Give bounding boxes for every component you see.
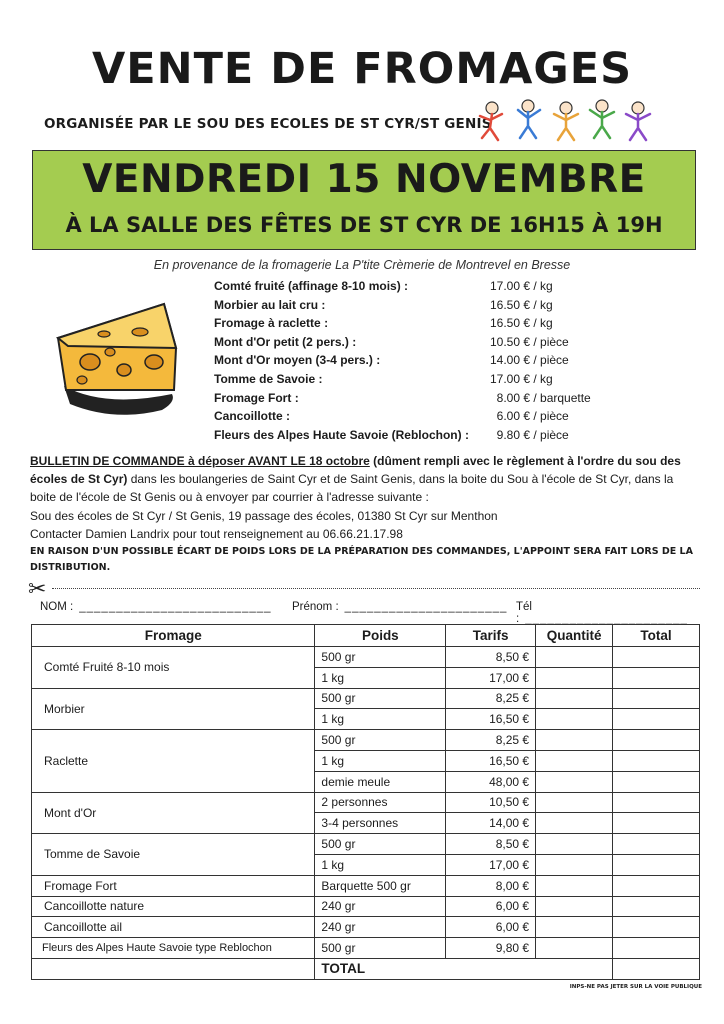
bulletin-payment-note: (dûment rempli avec le règlement à l'ordre du sou des écoles de St Cyr)	[30, 454, 681, 487]
quantity-cell[interactable]	[536, 875, 613, 896]
cheese-name: Fleurs des Alpes Haute Savoie type Reblochon	[32, 938, 315, 959]
price-item: Cancoillotte : 6.00 € / pièce	[214, 409, 569, 424]
cheese-name: Morbier	[32, 688, 315, 730]
price-item: Fleurs des Alpes Haute Savoie (Reblochon) : 9.80 € / pièce	[214, 427, 569, 442]
price-item: Mont d'Or moyen (3-4 pers.) : 14.00 € / pièce	[214, 353, 569, 368]
price-list	[214, 279, 594, 446]
total-label: TOTAL	[315, 958, 613, 979]
total-cell[interactable]	[613, 854, 700, 875]
table-header-row	[32, 625, 700, 647]
prenom-field[interactable]: Prénom : ______________________	[292, 601, 508, 613]
table-row: 3-4 personnes 14,00 €	[32, 813, 700, 834]
order-instructions	[30, 452, 700, 543]
weight-notice: EN RAISON D'UN POSSIBLE ÉCART DE POIDS LORS DE LA PRÉPARATION DES COMMANDES, L'APPOINT SERA FAIT LORS DE LA DISTRIBUTION.	[30, 546, 693, 573]
total-cell[interactable]	[613, 667, 700, 688]
quantity-cell[interactable]	[536, 730, 613, 751]
event-date: VENDREDI 15 NOVEMBRE	[82, 157, 646, 202]
price-item: Mont d'Or petit (2 pers.) : 10.50 € / pièce	[214, 334, 569, 349]
table-row: 1 kg 17,00 €	[32, 854, 700, 875]
grand-total-cell[interactable]	[613, 958, 700, 979]
poster-title: VENTE DE FROMAGES	[91, 44, 633, 94]
tel-field[interactable]: Tél : ______________________	[516, 601, 688, 625]
header-poids: Poids	[315, 625, 446, 647]
order-table	[31, 624, 700, 980]
quantity-cell[interactable]	[536, 647, 613, 668]
quantity-cell[interactable]	[536, 792, 613, 813]
total-cell[interactable]	[613, 917, 700, 938]
footer-note: INPS-NE PAS JETER SUR LA VOIE PUBLIQUE	[569, 984, 702, 990]
table-row: Cancoillotte ail 240 gr 6,00 €	[32, 917, 700, 938]
table-row: 1 kg 17,00 €	[32, 667, 700, 688]
total-cell[interactable]	[613, 834, 700, 855]
table-row: Comté Fruité 8-10 mois 500 gr 8,50 €	[32, 647, 700, 668]
bulletin-dropoff-text: dans les boulangeries de Saint Cyr et de Saint Genis, dans la boite du Sou à l'école de St Cyr, dans la boite de l'école de St Genis ou à envoyer par courrier à l'adresse suivante :	[30, 472, 674, 505]
price-item: Tomme de Savoie : 17.00 € / kg	[214, 371, 553, 386]
quantity-cell[interactable]	[536, 917, 613, 938]
total-cell[interactable]	[613, 750, 700, 771]
quantity-cell[interactable]	[536, 854, 613, 875]
total-cell[interactable]	[613, 896, 700, 917]
header-fromage: Fromage	[32, 625, 315, 647]
cheese-name: Mont d'Or	[32, 792, 315, 834]
quantity-cell[interactable]	[536, 667, 613, 688]
header-tarifs: Tarifs	[446, 625, 536, 647]
quantity-cell[interactable]	[536, 688, 613, 709]
table-row: Fromage Fort Barquette 500 gr 8,00 €	[32, 875, 700, 896]
kids-jumping-icon	[478, 98, 658, 146]
total-cell[interactable]	[613, 813, 700, 834]
table-row: Fleurs des Alpes Haute Savoie type Reblochon 500 gr 9,80 €	[32, 938, 700, 959]
total-cell[interactable]	[613, 709, 700, 730]
customer-fields	[40, 601, 700, 625]
total-cell[interactable]	[613, 730, 700, 751]
price-item: Fromage à raclette : 16.50 € / kg	[214, 316, 553, 331]
total-cell[interactable]	[613, 938, 700, 959]
total-cell[interactable]	[613, 647, 700, 668]
cheese-name: Raclette	[32, 730, 315, 792]
header-quantite: Quantité	[536, 625, 613, 647]
total-cell[interactable]	[613, 875, 700, 896]
cheese-wedge-icon	[44, 286, 194, 426]
bulletin-contact: Contacter Damien Landrix pour tout renseignement au 06.66.21.17.98	[30, 526, 403, 541]
table-row: Cancoillotte nature 240 gr 6,00 €	[32, 896, 700, 917]
cut-line	[52, 588, 700, 589]
cheese-name: Fromage Fort	[32, 875, 315, 896]
header-total: Total	[613, 625, 700, 647]
total-cell[interactable]	[613, 688, 700, 709]
price-item: Comté fruité (affinage 8-10 mois) : 17.00 € / kg	[214, 279, 553, 293]
scissors-icon: ✂	[28, 576, 47, 601]
price-item: Morbier au lait cru : 16.50 € / kg	[214, 297, 553, 312]
bulletin-heading: BULLETIN DE COMMANDE à déposer AVANT LE 18 octobre	[30, 454, 370, 468]
bulletin-address: Sou des écoles de St Cyr / St Genis, 19 passage des écoles, 01380 St Cyr sur Menthon	[30, 508, 498, 523]
cheese-name: Cancoillotte nature	[32, 896, 315, 917]
cheese-name: Comté Fruité 8-10 mois	[32, 647, 315, 689]
total-cell[interactable]	[613, 771, 700, 792]
quantity-cell[interactable]	[536, 771, 613, 792]
table-row: Mont d'Or 2 personnes 10,50 €	[32, 792, 700, 813]
provenance-line: En provenance de la fromagerie La P'tite Crèmerie de Montrevel en Bresse	[153, 258, 571, 272]
quantity-cell[interactable]	[536, 938, 613, 959]
quantity-cell[interactable]	[536, 813, 613, 834]
quantity-cell[interactable]	[536, 750, 613, 771]
quantity-cell[interactable]	[536, 709, 613, 730]
total-cell[interactable]	[613, 792, 700, 813]
price-item: Fromage Fort : 8.00 € / barquette	[214, 390, 591, 405]
table-row: Tomme de Savoie 500 gr 8,50 €	[32, 834, 700, 855]
organizer-line: ORGANISÉE PAR LE SOU DES ECOLES DE ST CYR/ST GENIS	[44, 116, 492, 132]
cheese-name: Cancoillotte ail	[32, 917, 315, 938]
quantity-cell[interactable]	[536, 834, 613, 855]
table-row: 1 kg 16,50 €	[32, 709, 700, 730]
cheese-name: Tomme de Savoie	[32, 834, 315, 876]
quantity-cell[interactable]	[536, 896, 613, 917]
table-row: demie meule 48,00 €	[32, 771, 700, 792]
table-row: Morbier 500 gr 8,25 €	[32, 688, 700, 709]
total-row	[32, 958, 700, 979]
event-place: À LA SALLE DES FÊTES DE ST CYR DE 16H15 À 19H	[65, 213, 663, 237]
table-row: Raclette 500 gr 8,25 €	[32, 730, 700, 751]
table-row: 1 kg 16,50 €	[32, 750, 700, 771]
nom-field[interactable]: NOM : __________________________	[40, 601, 272, 613]
date-banner	[32, 150, 696, 250]
